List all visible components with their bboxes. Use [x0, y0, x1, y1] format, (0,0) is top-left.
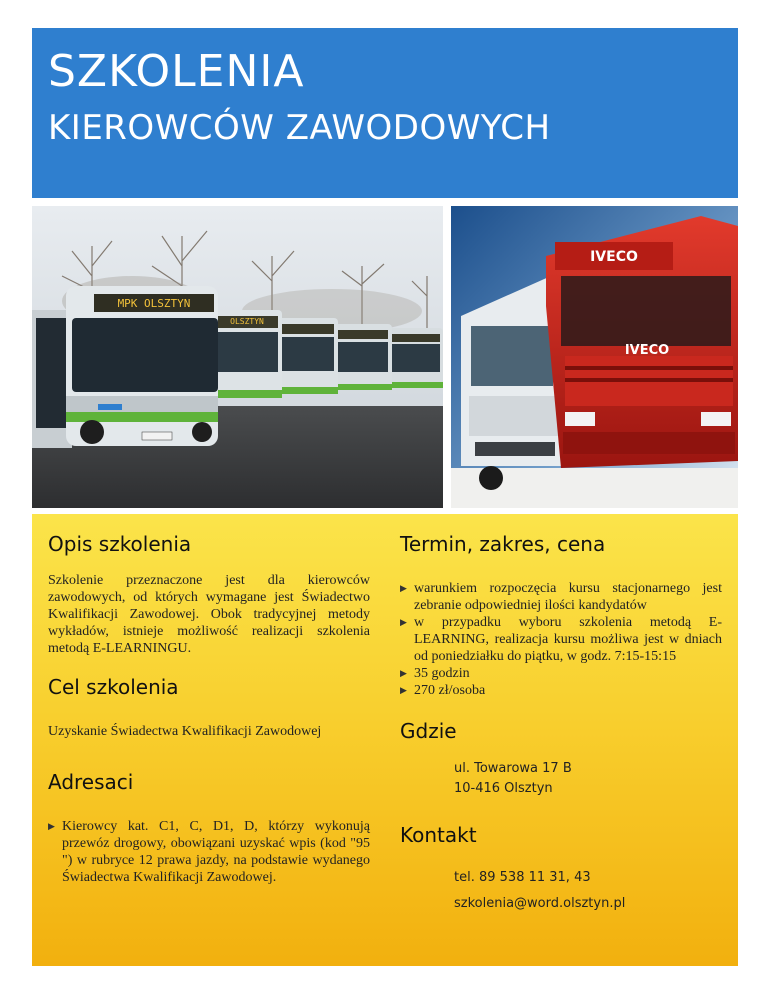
opis-heading: Opis szkolenia [48, 532, 192, 556]
adresaci-item-text: Kierowcy kat. C1, C, D1, D, którzy wykonują przewóz drogowy, obowiązani uzyskać wpis (kod "95 ") w rubryce 12 prawa jazdy, na podstawie wydanego Świadectwa Kwalifikacji Zawodowej. [62, 819, 370, 885]
termin-item-text: 270 zł/osoba [414, 683, 486, 698]
contact-phone: tel. 89 538 11 31, 43 [454, 870, 591, 885]
termin-list [400, 580, 722, 699]
triangle-right-icon: ▶ [400, 685, 407, 695]
triangle-right-icon: ▶ [400, 583, 407, 593]
address-line-2: 10-416 Olsztyn [454, 781, 553, 796]
list-item [48, 818, 370, 886]
bus-photo [32, 206, 443, 508]
title-line-2: KIEROWCÓW ZAWODOWYCH [48, 108, 551, 148]
contact-email[interactable]: szkolenia@word.olsztyn.pl [454, 896, 626, 911]
gdzie-heading: Gdzie [400, 719, 457, 743]
cel-heading: Cel szkolenia [48, 675, 179, 699]
list-item [400, 614, 722, 665]
adresaci-heading: Adresaci [48, 770, 134, 794]
list-item [400, 682, 722, 699]
header-banner [32, 28, 738, 198]
truck-brand-top: IVECO [590, 249, 638, 265]
triangle-right-icon: ▶ [400, 617, 407, 627]
triangle-right-icon: ▶ [48, 821, 55, 831]
photo-strip [32, 206, 738, 508]
bus-sign-2: OLSZTYN [230, 317, 264, 326]
cel-text: Uzyskanie Świadectwa Kwalifikacji Zawodowej [48, 724, 322, 739]
left-column [48, 530, 370, 886]
termin-item-text: w przypadku wyboru szkolenia metodą E-LEARNING, realizacja kursu możliwa jest w dniach od poniedziałku do piątku, w godz. 7:15-15:15 [414, 615, 722, 664]
truck-photo [451, 206, 738, 508]
address-line-1: ul. Towarowa 17 B [454, 761, 572, 776]
termin-item-text: warunkiem rozpoczęcia kursu stacjonarnego jest zebranie odpowiedniej ilości kandydatów [414, 581, 722, 613]
address-block [454, 759, 722, 799]
contact-block [454, 865, 722, 917]
triangle-right-icon: ▶ [400, 668, 407, 678]
termin-item-text: 35 godzin [414, 666, 470, 681]
right-column [400, 530, 722, 917]
opis-text: Szkolenie przeznaczone jest dla kierowców zawodowych, od których wymagane jest Świadectwo Kwalifikacji Zawodowej. Obok tradycyjnej metody wykładów, istnieje możliwość realizacji szkolenia metodą E-LEARNINGU. [48, 573, 370, 656]
title-line-1: SZKOLENIA [48, 46, 305, 97]
content-panel [32, 514, 738, 966]
list-item [400, 665, 722, 682]
termin-heading: Termin, zakres, cena [400, 532, 606, 556]
adresaci-list [48, 818, 370, 886]
kontakt-heading: Kontakt [400, 823, 477, 847]
bus-destination-sign: MPK OLSZTYN [117, 297, 191, 310]
truck-brand-grille: IVECO [624, 343, 670, 358]
list-item [400, 580, 722, 614]
